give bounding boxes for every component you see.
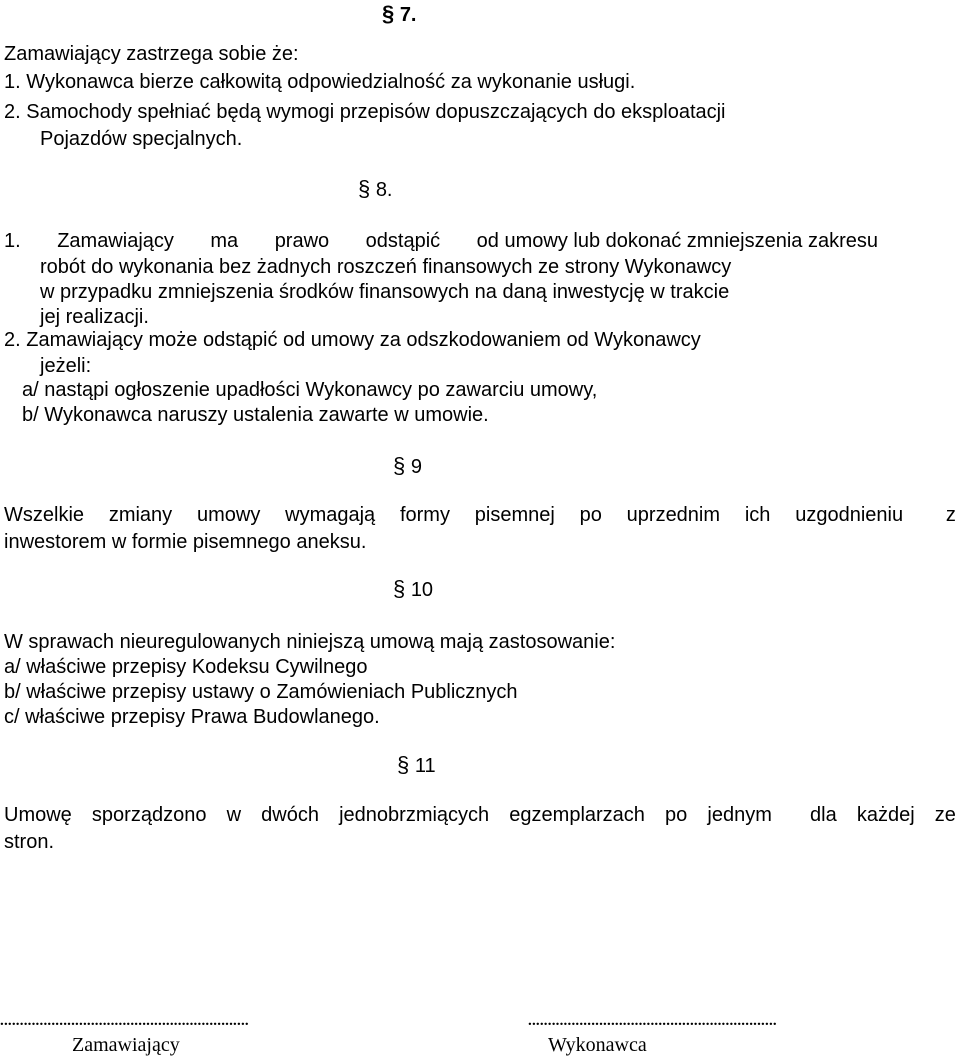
word: dla <box>810 804 837 826</box>
signature-label-wykonawca: Wykonawca <box>548 1034 647 1056</box>
par11-line-2: stron. <box>4 831 55 853</box>
section-number: 9 <box>410 456 422 478</box>
word: Wszelkie <box>4 504 85 526</box>
word: uprzednim <box>626 504 721 526</box>
par10-intro: W sprawach nieuregulowanych niniejszą umową mają zastosowanie: <box>4 631 616 653</box>
word: po <box>665 804 688 826</box>
par10-item-a: a/ właściwe przepisy Kodeksu Cywilnego <box>4 656 368 678</box>
word: egzemplarzach <box>509 804 645 826</box>
section-number: 11 <box>414 755 436 777</box>
par10-item-b: b/ właściwe przepisy ustawy o Zamówieniach Publicznych <box>4 681 518 703</box>
par9-line-2: inwestorem w formie pisemnego aneksu. <box>4 531 367 553</box>
word: 1. <box>4 230 21 252</box>
section-symbol: § <box>358 176 371 201</box>
section-number: 7. <box>399 4 417 26</box>
par7-intro: Zamawiający zastrzega sobie że: <box>4 43 299 65</box>
par7-item-2-line-1: 2. Samochody spełniać będą wymogi przepisów dopuszczających do eksploatacji <box>4 101 726 123</box>
signature-label-zamawiajacy: Zamawiający <box>72 1034 180 1056</box>
word: Umowę <box>4 804 72 826</box>
par11-line-1 <box>4 803 956 827</box>
word: od umowy lub dokonać zmniejszenia zakresu <box>476 230 878 252</box>
word: po <box>579 504 602 526</box>
section-symbol: § <box>393 576 406 601</box>
word: pisemnej <box>474 504 555 526</box>
section-number: 10 <box>410 579 434 601</box>
section-11-heading <box>397 753 436 778</box>
par9-line-1 <box>4 503 956 527</box>
par7-item-2-line-2: Pojazdów specjalnych. <box>40 128 243 150</box>
signature-line-left: ............................................................... <box>0 1013 249 1029</box>
par8-item-1-line-2: robót do wykonania bez żadnych roszczeń finansowych ze strony Wykonawcy <box>40 256 732 278</box>
par8-item-1-line-3: w przypadku zmniejszenia środków finansowych na daną inwestycję w trakcie <box>40 281 730 303</box>
section-symbol: § <box>397 752 410 777</box>
section-9-heading <box>393 454 422 479</box>
par8-item-2-a: a/ nastąpi ogłoszenie upadłości Wykonawcy po zawarciu umowy, <box>22 379 598 401</box>
word: każdej <box>856 804 915 826</box>
word: uzgodnieniu <box>795 504 904 526</box>
section-10-heading <box>393 577 433 602</box>
word: Zamawiający <box>57 230 174 252</box>
word: dwóch <box>261 804 319 826</box>
word: ma <box>210 230 239 252</box>
word: umowy <box>196 504 261 526</box>
par10-item-c: c/ właściwe przepisy Prawa Budowlanego. <box>4 706 380 728</box>
section-number: 8. <box>375 179 393 201</box>
par8-item-2: 2. Zamawiający może odstąpić od umowy za odszkodowaniem od Wykonawcy <box>4 329 701 351</box>
word: prawo <box>274 230 330 252</box>
word: odstąpić <box>365 230 441 252</box>
word: sporządzono <box>91 804 207 826</box>
section-symbol: § <box>382 1 395 26</box>
word: ze <box>934 804 956 826</box>
section-7-heading <box>382 2 417 27</box>
section-symbol: § <box>393 453 406 478</box>
word: jednym <box>707 804 772 826</box>
signature-line-right: ............................................................... <box>528 1013 777 1029</box>
word: formy <box>399 504 450 526</box>
par8-item-2-b: b/ Wykonawca naruszy ustalenia zawarte w umowie. <box>22 404 489 426</box>
word: w <box>226 804 242 826</box>
word: ich <box>744 504 771 526</box>
par8-item-1-line-1 <box>4 229 878 253</box>
word: z <box>945 504 956 526</box>
par8-item-2-line-2: jeżeli: <box>40 355 92 377</box>
par8-item-1-line-4: jej realizacji. <box>40 306 149 328</box>
section-8-heading <box>358 177 393 202</box>
par7-item-1: 1. Wykonawca bierze całkowitą odpowiedzialność za wykonanie usługi. <box>4 71 636 93</box>
word: zmiany <box>108 504 173 526</box>
word: jednobrzmiących <box>339 804 490 826</box>
word: wymagają <box>285 504 376 526</box>
